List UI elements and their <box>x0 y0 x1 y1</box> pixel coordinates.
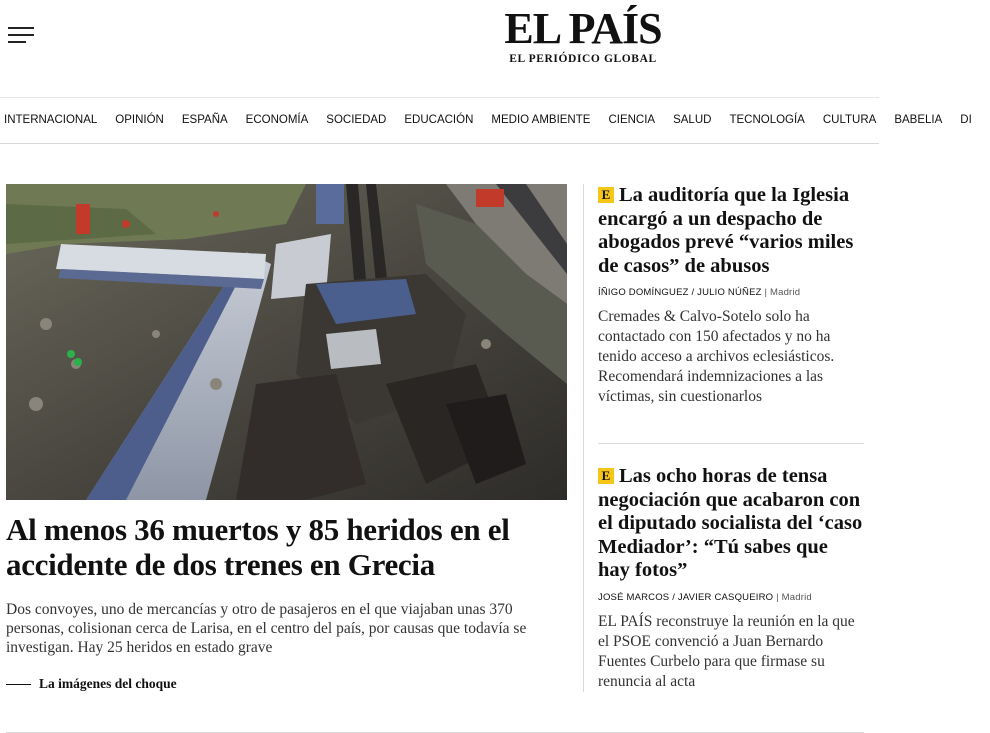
site-logo[interactable] <box>487 6 679 65</box>
side-story-headline-text: La auditoría que la Iglesia encargó a un despacho de abogados prevé “varios miles de casos” de abusos <box>598 184 854 277</box>
nav-item-di[interactable]: DI <box>960 114 972 126</box>
side-story-headline[interactable] <box>598 465 864 583</box>
side-story-headline-text: Las ocho horas de tensa negociación que acabaron con el diputado socialista del ‘caso Mediador’: “Tú sabes que hay fotos” <box>598 465 863 581</box>
nav-item-espana[interactable]: ESPAÑA <box>181 114 228 126</box>
side-story-byline <box>598 287 864 298</box>
nav-item-salud[interactable]: SALUD <box>673 114 712 126</box>
byline-location: | Madrid <box>764 287 801 298</box>
nav-item-sociedad[interactable]: SOCIEDAD <box>326 114 387 126</box>
lead-story-headline[interactable]: Al menos 36 muertos y 85 heridos en el accidente de dos trenes en Grecia <box>6 512 510 582</box>
side-story-headline[interactable] <box>598 184 864 278</box>
exclusive-badge-icon: E <box>598 468 614 484</box>
byline-authors[interactable]: JOSÉ MARCOS / JAVIER CASQUEIRO <box>598 591 774 603</box>
story-divider <box>598 443 864 444</box>
side-story-summary: EL PAÍS reconstruye la reunión en la que el PSOE convenció a Juan Bernardo Fuentes Curbelo para que firmase su renuncia al acta <box>598 612 855 690</box>
logo-tagline: EL PERIÓDICO GLOBAL <box>509 53 657 65</box>
byline-location: | Madrid <box>776 591 812 603</box>
side-story-summary: Cremades & Calvo-Sotelo solo ha contactado con 150 afectados y no ha tenido acceso a archivos eclesiásticos. Recomendará indemnizaciones a las víctimas, sin cuestionarlos <box>598 308 835 405</box>
site-header <box>0 0 879 96</box>
nav-item-cultura[interactable]: CULTURA <box>822 114 877 126</box>
lead-related-link[interactable] <box>6 675 177 693</box>
nav-item-economia[interactable]: ECONOMÍA <box>245 114 309 126</box>
nav-item-medio-ambiente[interactable]: MEDIO AMBIENTE <box>491 114 591 126</box>
nav-item-internacional[interactable]: INTERNACIONAL <box>4 114 98 126</box>
hamburger-menu-icon[interactable] <box>8 27 34 45</box>
dash-icon <box>6 684 31 685</box>
side-story-byline <box>598 592 864 603</box>
exclusive-badge-icon: E <box>598 187 614 203</box>
nav-item-tecnologia[interactable]: TECNOLOGÍA <box>729 114 805 126</box>
logo-name: EL PAÍS <box>504 4 662 53</box>
nav-item-babelia[interactable]: BABELIA <box>894 114 943 126</box>
nav-item-opinion[interactable]: OPINIÓN <box>115 114 164 126</box>
lead-story-image[interactable] <box>6 184 567 500</box>
side-story <box>598 465 864 692</box>
nav-item-ciencia[interactable]: CIENCIA <box>608 114 656 126</box>
lead-related-link-label: La imágenes del choque <box>39 676 177 691</box>
byline-authors[interactable]: ÍÑIGO DOMÍNGUEZ / JULIO NÚÑEZ <box>598 287 762 298</box>
column-divider <box>583 184 584 692</box>
side-story <box>598 184 864 407</box>
nav-item-educacion[interactable]: EDUCACIÓN <box>404 114 474 126</box>
section-nav <box>0 97 972 144</box>
lead-story-summary: Dos convoyes, uno de mercancías y otro de pasajeros en el que viajaban unas 370 personas, colisionan cerca de Larisa, en el centro del país, por causas que todavía se investigan. Hay 25 heridos en estado grave <box>6 601 527 656</box>
